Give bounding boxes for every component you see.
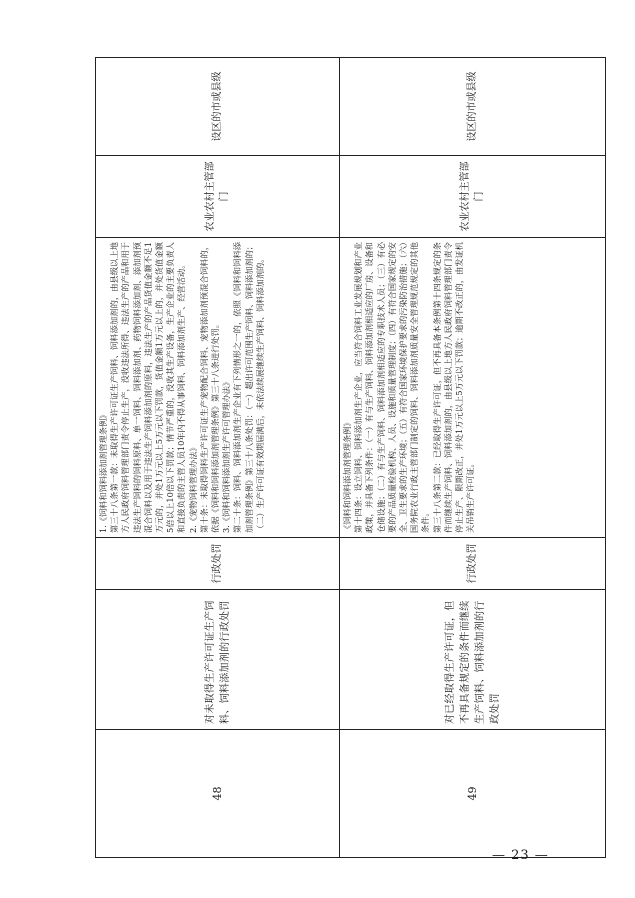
basis-line: 3.《饲料和饲料添加剂生产许可管理办法》 bbox=[221, 377, 232, 533]
basis-line: 第十四条：设立饲料、饲料添加剂生产企业，应当符合饲料工业发展规划和产业政策，并具备下列条件：（一）有与生产饲料、饲料添加剂相适应的厂房、设备和仓储设施；（二）有与生产饲料、饲料添加剂相适应的专职技术人员；（三）有必要的产品质量检验机构、人员、设施和质量管理制度；（四）有符合国家规定的安全、卫生要求的生产环境；（五）有符合国家环境保护要求的污染防治措施；（六）国务院农业行政主管部门制定的饲料、饲料添加剂质量安全管理规范规定的其他条件。 bbox=[353, 242, 431, 533]
basis-line: 1.《饲料和饲料添加剂管理条例》 bbox=[98, 410, 108, 533]
basis-line: 第三十八条第二款：已经取得生产许可证，但不再具备本条例第十四条规定的条件而继续生产饲料、饲料添加剂的，由县级以上地方人民政府饲料管理部门责令停止生产、限期改正，并处1万元以上5万元以下罚款；逾期不改正的，由发证机关吊销生产许可证。 bbox=[431, 242, 476, 533]
administrative-level: 设区的市或县级 bbox=[340, 58, 606, 156]
row-number: 48 bbox=[96, 730, 340, 858]
item-name: 对已经取得生产许可证，但不再具备规定的条件而继续生产饲料、饲料添加剂的行政处罚 bbox=[340, 590, 606, 730]
administrative-level: 设区的市或县级 bbox=[96, 58, 340, 156]
legal-basis bbox=[340, 238, 606, 538]
page-number: — 23 — bbox=[492, 848, 549, 863]
item-type: 行政处罚 bbox=[96, 538, 340, 590]
legal-basis bbox=[96, 238, 340, 538]
item-name: 对未取得生产许可证生产饲料、饲料添加剂的行政处罚 bbox=[96, 590, 340, 730]
row-number: 49 bbox=[340, 730, 606, 858]
implementing-department: 农业农村主管部门 bbox=[96, 156, 340, 238]
implementing-department: 农业农村主管部门 bbox=[340, 156, 606, 238]
basis-line: 2.《宠物饲料管理办法》 bbox=[187, 443, 198, 533]
basis-line: 第二十条：饲料、饲料添加剂生产企业有下列情形之一的，依照《饲料和饲料添加剂管理条例》第三十八条处罚：（一）超出许可范围生产饲料、饲料添加剂的；（二）生产许可证有效期届满后，未依法续展继续生产饲料、饲料添加剂的。 bbox=[232, 242, 265, 533]
table-row bbox=[340, 58, 606, 858]
table-row bbox=[96, 58, 340, 858]
basis-line: 《饲料和饲料添加剂管理条例》 bbox=[342, 418, 352, 533]
basis-line: 第三十八条第一款：未取得生产许可证生产饲料、饲料添加剂的，由县级以上地方人民政府饲料管理部门责令停止生产，没收违法所得、违法生产的产品和用于违法生产饲料的饲料原料、单一饲料、饲料添加剂、药物饲料添加剂、添加剂预混合饲料以及用于违法生产饲料添加剂的原料，违法生产的产品货值金额不足1万元的，并处1万元以上5万元以下罚款，货值金额1万元以上的，并处货值金额5倍以上10倍以下罚款；情节严重的，没收其生产设备，生产企业的主要负责人和直接负责的主管人员10年内不得从事饲料、饲料添加剂生产、经营活动。 bbox=[109, 242, 187, 533]
penalty-table bbox=[95, 57, 606, 858]
item-type: 行政处罚 bbox=[340, 538, 606, 590]
rotated-table-region bbox=[95, 58, 605, 858]
basis-line: 第十条：未取得饲料生产许可证生产宠物配合饲料、宠物添加剂预混合饲料的，依据《饲料和饲料添加剂管理条例》第三十八条进行处罚。 bbox=[198, 242, 221, 533]
